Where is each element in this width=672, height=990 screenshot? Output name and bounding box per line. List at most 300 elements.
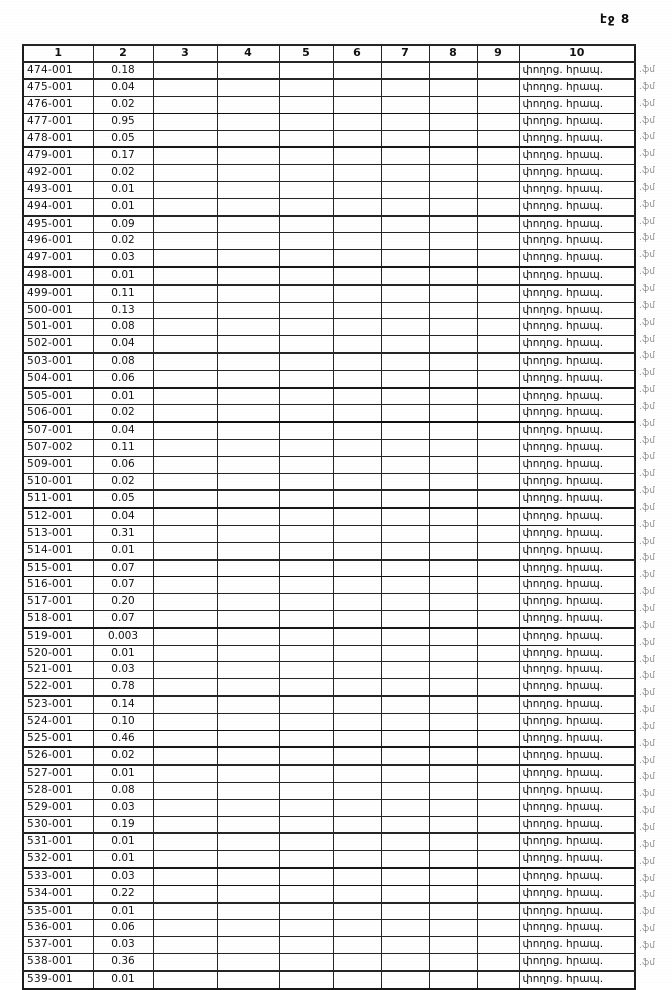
empty-cell — [477, 302, 519, 319]
empty-cell — [429, 405, 477, 422]
value-cell: 0.04 — [93, 336, 153, 353]
margin-bleed-column — [639, 62, 669, 972]
empty-cell — [381, 971, 429, 989]
empty-cell — [429, 920, 477, 937]
empty-cell — [477, 182, 519, 199]
empty-cell — [381, 526, 429, 543]
empty-cell — [279, 679, 333, 696]
empty-cell — [381, 388, 429, 405]
empty-cell — [429, 953, 477, 970]
empty-cell — [217, 679, 279, 696]
empty-cell — [477, 903, 519, 920]
empty-cell — [153, 868, 217, 885]
empty-cell — [279, 233, 333, 250]
empty-cell — [477, 937, 519, 954]
empty-cell — [333, 833, 381, 850]
bleed-mark: .ֆմ — [639, 300, 656, 311]
bleed-mark: .ֆմ — [639, 907, 656, 918]
row-id-cell: 496-001 — [23, 233, 93, 250]
note-cell: փողոց. հրապ. — [519, 868, 635, 885]
bleed-mark: .ֆմ — [639, 250, 656, 261]
empty-cell — [153, 165, 217, 182]
empty-cell — [217, 62, 279, 80]
empty-cell — [429, 868, 477, 885]
empty-cell — [279, 816, 333, 833]
empty-cell — [381, 165, 429, 182]
empty-cell — [153, 473, 217, 490]
bleed-mark: .ֆմ — [639, 654, 656, 665]
note-cell: փողոց. հրապ. — [519, 782, 635, 799]
empty-cell — [381, 903, 429, 920]
table-row — [23, 594, 635, 611]
empty-cell — [429, 628, 477, 645]
note-cell: փողոց. հրապ. — [519, 216, 635, 233]
empty-cell — [279, 611, 333, 628]
empty-cell — [153, 182, 217, 199]
empty-cell — [153, 490, 217, 508]
empty-cell — [217, 490, 279, 508]
empty-cell — [279, 422, 333, 439]
empty-cell — [217, 920, 279, 937]
empty-cell — [381, 250, 429, 267]
empty-cell — [381, 765, 429, 782]
empty-cell — [381, 611, 429, 628]
empty-cell — [333, 526, 381, 543]
empty-cell — [217, 765, 279, 782]
empty-cell — [429, 765, 477, 782]
empty-cell — [429, 97, 477, 114]
bleed-mark: .ֆմ — [639, 149, 656, 160]
table-row — [23, 577, 635, 594]
empty-cell — [333, 594, 381, 611]
empty-cell — [217, 594, 279, 611]
empty-cell — [217, 370, 279, 387]
table-row — [23, 611, 635, 628]
row-id-cell: 479-001 — [23, 147, 93, 164]
empty-cell — [381, 79, 429, 96]
empty-cell — [381, 920, 429, 937]
empty-cell — [429, 713, 477, 730]
empty-cell — [429, 353, 477, 370]
empty-cell — [217, 747, 279, 765]
row-id-cell: 536-001 — [23, 920, 93, 937]
empty-cell — [477, 833, 519, 850]
table-row — [23, 353, 635, 370]
empty-cell — [217, 79, 279, 96]
table-row — [23, 182, 635, 199]
note-cell: փողոց. հրապ. — [519, 971, 635, 989]
table-row — [23, 747, 635, 765]
bleed-mark: .ֆմ — [639, 115, 656, 126]
bleed-mark: .ֆմ — [639, 317, 656, 328]
empty-cell — [477, 645, 519, 662]
note-cell: փողոց. հրապ. — [519, 233, 635, 250]
note-cell: փողոց. հրապ. — [519, 336, 635, 353]
empty-cell — [217, 473, 279, 490]
row-id-cell: 525-001 — [23, 730, 93, 747]
value-cell: 0.02 — [93, 233, 153, 250]
empty-cell — [153, 336, 217, 353]
empty-cell — [381, 799, 429, 816]
value-cell: 0.01 — [93, 903, 153, 920]
empty-cell — [153, 542, 217, 559]
value-cell: 0.46 — [93, 730, 153, 747]
empty-cell — [429, 198, 477, 215]
row-id-cell: 474-001 — [23, 62, 93, 80]
note-cell: փողոց. հրապ. — [519, 97, 635, 114]
empty-cell — [217, 628, 279, 645]
note-cell: փողոց. հրապ. — [519, 79, 635, 96]
value-cell: 0.07 — [93, 611, 153, 628]
empty-cell — [429, 885, 477, 902]
empty-cell — [381, 747, 429, 765]
empty-cell — [429, 799, 477, 816]
empty-cell — [477, 97, 519, 114]
empty-cell — [477, 165, 519, 182]
empty-cell — [477, 456, 519, 473]
value-cell: 0.05 — [93, 130, 153, 147]
empty-cell — [333, 713, 381, 730]
empty-cell — [333, 542, 381, 559]
empty-cell — [381, 868, 429, 885]
empty-cell — [153, 216, 217, 233]
empty-cell — [153, 696, 217, 713]
empty-cell — [381, 405, 429, 422]
row-id-cell: 511-001 — [23, 490, 93, 508]
value-cell: 0.19 — [93, 816, 153, 833]
value-cell: 0.01 — [93, 198, 153, 215]
empty-cell — [217, 868, 279, 885]
value-cell: 0.14 — [93, 696, 153, 713]
value-cell: 0.02 — [93, 473, 153, 490]
empty-cell — [429, 302, 477, 319]
table-row — [23, 130, 635, 147]
data-table — [22, 44, 636, 990]
empty-cell — [333, 473, 381, 490]
empty-cell — [429, 113, 477, 130]
row-id-cell: 512-001 — [23, 508, 93, 525]
table-row — [23, 971, 635, 989]
empty-cell — [429, 336, 477, 353]
note-cell: փողոց. հրապ. — [519, 456, 635, 473]
empty-cell — [279, 560, 333, 577]
row-id-cell: 503-001 — [23, 353, 93, 370]
empty-cell — [279, 645, 333, 662]
row-id-cell: 524-001 — [23, 713, 93, 730]
empty-cell — [333, 216, 381, 233]
empty-cell — [429, 250, 477, 267]
empty-cell — [333, 747, 381, 765]
value-cell: 0.01 — [93, 542, 153, 559]
row-id-cell: 501-001 — [23, 319, 93, 336]
bleed-mark: .ֆմ — [639, 283, 656, 294]
empty-cell — [477, 679, 519, 696]
empty-cell — [279, 370, 333, 387]
table-row — [23, 97, 635, 114]
empty-cell — [153, 405, 217, 422]
empty-cell — [217, 903, 279, 920]
empty-cell — [381, 953, 429, 970]
empty-cell — [153, 628, 217, 645]
empty-cell — [381, 730, 429, 747]
value-cell: 0.03 — [93, 250, 153, 267]
row-id-cell: 520-001 — [23, 645, 93, 662]
note-cell: փողոց. հրապ. — [519, 319, 635, 336]
empty-cell — [429, 422, 477, 439]
empty-cell — [217, 198, 279, 215]
bleed-mark: .ֆմ — [639, 267, 656, 278]
table-row — [23, 302, 635, 319]
note-cell: փողոց. հրապ. — [519, 799, 635, 816]
bleed-mark: .ֆմ — [639, 856, 656, 867]
empty-cell — [381, 182, 429, 199]
empty-cell — [279, 216, 333, 233]
empty-cell — [477, 113, 519, 130]
table-row — [23, 473, 635, 490]
row-id-cell: 533-001 — [23, 868, 93, 885]
column-header: 5 — [279, 45, 333, 62]
empty-cell — [279, 920, 333, 937]
empty-cell — [217, 885, 279, 902]
note-cell: փողոց. հրապ. — [519, 765, 635, 782]
empty-cell — [217, 816, 279, 833]
bleed-mark: .ֆմ — [639, 789, 656, 800]
empty-cell — [153, 953, 217, 970]
empty-cell — [333, 456, 381, 473]
row-id-cell: 516-001 — [23, 577, 93, 594]
empty-cell — [153, 833, 217, 850]
empty-cell — [217, 645, 279, 662]
bleed-mark: .ֆմ — [639, 721, 656, 732]
value-cell: 0.03 — [93, 799, 153, 816]
bleed-mark: .ֆմ — [639, 401, 656, 412]
note-cell: փողոց. հրապ. — [519, 526, 635, 543]
empty-cell — [217, 388, 279, 405]
empty-cell — [217, 182, 279, 199]
empty-cell — [477, 353, 519, 370]
empty-cell — [333, 730, 381, 747]
empty-cell — [477, 730, 519, 747]
empty-cell — [477, 473, 519, 490]
value-cell: 0.08 — [93, 319, 153, 336]
table-row — [23, 79, 635, 96]
empty-cell — [153, 713, 217, 730]
empty-cell — [153, 198, 217, 215]
value-cell: 0.20 — [93, 594, 153, 611]
note-cell: փողոց. հրապ. — [519, 62, 635, 80]
table-row — [23, 937, 635, 954]
empty-cell — [477, 233, 519, 250]
bleed-mark: .ֆմ — [639, 637, 656, 648]
empty-cell — [333, 868, 381, 885]
empty-cell — [153, 97, 217, 114]
row-id-cell: 493-001 — [23, 182, 93, 199]
empty-cell — [429, 147, 477, 164]
empty-cell — [381, 473, 429, 490]
bleed-mark: .ֆմ — [639, 755, 656, 766]
empty-cell — [333, 97, 381, 114]
empty-cell — [153, 526, 217, 543]
table-row — [23, 440, 635, 457]
table-row — [23, 370, 635, 387]
bleed-mark: .ֆմ — [639, 570, 656, 581]
empty-cell — [429, 833, 477, 850]
empty-cell — [217, 97, 279, 114]
note-cell: փողոց. հրապ. — [519, 370, 635, 387]
empty-cell — [477, 920, 519, 937]
empty-cell — [429, 611, 477, 628]
empty-cell — [477, 971, 519, 989]
table-row — [23, 713, 635, 730]
empty-cell — [279, 182, 333, 199]
empty-cell — [279, 799, 333, 816]
empty-cell — [429, 679, 477, 696]
empty-cell — [477, 198, 519, 215]
bleed-mark: .ֆմ — [639, 182, 656, 193]
empty-cell — [153, 920, 217, 937]
empty-cell — [279, 782, 333, 799]
note-cell: փողոց. հրապ. — [519, 147, 635, 164]
empty-cell — [217, 113, 279, 130]
value-cell: 0.31 — [93, 526, 153, 543]
row-id-cell: 523-001 — [23, 696, 93, 713]
bleed-mark: .ֆմ — [639, 553, 656, 564]
empty-cell — [279, 353, 333, 370]
empty-cell — [153, 62, 217, 80]
value-cell: 0.04 — [93, 79, 153, 96]
value-cell: 0.02 — [93, 405, 153, 422]
value-cell: 0.17 — [93, 147, 153, 164]
empty-cell — [217, 782, 279, 799]
empty-cell — [333, 611, 381, 628]
empty-cell — [279, 713, 333, 730]
value-cell: 0.06 — [93, 920, 153, 937]
empty-cell — [381, 577, 429, 594]
value-cell: 0.01 — [93, 182, 153, 199]
value-cell: 0.01 — [93, 971, 153, 989]
empty-cell — [477, 885, 519, 902]
note-cell: փողոց. հրապ. — [519, 851, 635, 868]
note-cell: փողոց. հրապ. — [519, 542, 635, 559]
bleed-mark: .ֆմ — [639, 233, 656, 244]
bleed-mark: .ֆմ — [639, 705, 656, 716]
empty-cell — [477, 953, 519, 970]
row-id-cell: 507-001 — [23, 422, 93, 439]
empty-cell — [333, 182, 381, 199]
column-header: 8 — [429, 45, 477, 62]
table-row — [23, 388, 635, 405]
empty-cell — [333, 799, 381, 816]
empty-cell — [153, 782, 217, 799]
empty-cell — [477, 79, 519, 96]
empty-cell — [153, 747, 217, 765]
empty-cell — [153, 816, 217, 833]
note-cell: փողոց. հրապ. — [519, 508, 635, 525]
bleed-mark: .ֆմ — [639, 738, 656, 749]
empty-cell — [477, 542, 519, 559]
value-cell: 0.02 — [93, 97, 153, 114]
empty-cell — [217, 422, 279, 439]
empty-cell — [429, 79, 477, 96]
table-row — [23, 285, 635, 302]
table-row — [23, 62, 635, 80]
empty-cell — [217, 542, 279, 559]
row-id-cell: 539-001 — [23, 971, 93, 989]
note-cell: փողոց. հրապ. — [519, 747, 635, 765]
empty-cell — [381, 542, 429, 559]
empty-cell — [333, 388, 381, 405]
value-cell: 0.78 — [93, 679, 153, 696]
value-cell: 0.003 — [93, 628, 153, 645]
empty-cell — [153, 730, 217, 747]
empty-cell — [381, 833, 429, 850]
empty-cell — [153, 937, 217, 954]
empty-cell — [333, 696, 381, 713]
empty-cell — [381, 782, 429, 799]
bleed-mark: .ֆմ — [639, 334, 656, 345]
empty-cell — [333, 405, 381, 422]
empty-cell — [279, 165, 333, 182]
empty-cell — [477, 405, 519, 422]
value-cell: 0.02 — [93, 165, 153, 182]
row-id-cell: 535-001 — [23, 903, 93, 920]
empty-cell — [429, 370, 477, 387]
bleed-mark: .ֆմ — [639, 957, 656, 968]
empty-cell — [429, 526, 477, 543]
empty-cell — [279, 405, 333, 422]
empty-cell — [279, 526, 333, 543]
empty-cell — [477, 662, 519, 679]
empty-cell — [429, 560, 477, 577]
empty-cell — [279, 198, 333, 215]
note-cell: փողոց. հրապ. — [519, 250, 635, 267]
empty-cell — [429, 816, 477, 833]
row-id-cell: 498-001 — [23, 267, 93, 285]
empty-cell — [381, 353, 429, 370]
empty-cell — [381, 198, 429, 215]
table-row — [23, 833, 635, 850]
empty-cell — [333, 165, 381, 182]
empty-cell — [381, 679, 429, 696]
note-cell: փողոց. հրապ. — [519, 903, 635, 920]
empty-cell — [381, 336, 429, 353]
empty-cell — [333, 267, 381, 285]
empty-cell — [153, 250, 217, 267]
empty-cell — [381, 885, 429, 902]
empty-cell — [429, 473, 477, 490]
value-cell: 0.04 — [93, 508, 153, 525]
empty-cell — [381, 628, 429, 645]
empty-cell — [279, 868, 333, 885]
empty-cell — [333, 490, 381, 508]
note-cell: փողոց. հրապ. — [519, 560, 635, 577]
note-cell: փողոց. հրապ. — [519, 885, 635, 902]
empty-cell — [333, 508, 381, 525]
empty-cell — [477, 370, 519, 387]
empty-cell — [381, 490, 429, 508]
table-row — [23, 782, 635, 799]
row-id-cell: 492-001 — [23, 165, 93, 182]
empty-cell — [477, 799, 519, 816]
empty-cell — [333, 782, 381, 799]
empty-cell — [153, 440, 217, 457]
empty-cell — [477, 713, 519, 730]
note-cell: փողոց. հրապ. — [519, 577, 635, 594]
empty-cell — [477, 526, 519, 543]
empty-cell — [429, 130, 477, 147]
row-id-cell: 517-001 — [23, 594, 93, 611]
empty-cell — [153, 971, 217, 989]
